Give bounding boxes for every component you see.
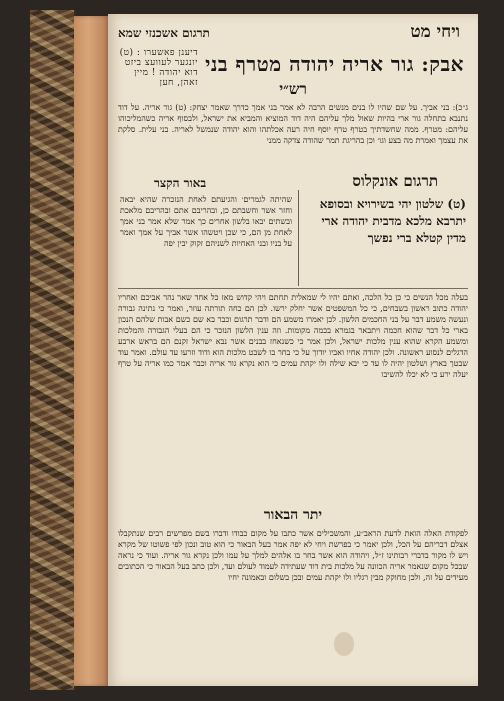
biur-text: שהיתה לגמרים׳ והגיעתם לאחת הנזכרה שהיא יבאה וחזר אשר וחשבתם כן, ובהריבם אתם ובהריבם מלאכת ובשתים יבאו בלשון אחרים כך אמר שלא אמר בני אמך לאחת מן הם, כי שכן ויטשהו אשר אביך על אמך ואמר על בניו ובני האחיות לשניהם זקוק יבין יפה <box>120 195 292 248</box>
paper-stain <box>334 632 354 656</box>
header-parasha: ויחי מט <box>410 22 460 42</box>
page-edges <box>74 16 110 686</box>
verse-words: גור אריה יהודה מטרף בני <box>205 52 414 76</box>
section-headings <box>108 172 478 192</box>
rashi-title: רש״י <box>279 80 307 98</box>
biur-title: באור הקצר <box>154 176 207 190</box>
book-spread <box>30 10 480 690</box>
verse-note: דיענן פאשערו : (ט) יונגער לעוועצ ביזט דוא יהודה ! מיין זאהן, חען <box>119 48 198 88</box>
header-section: תרגום אשכנזי שמא <box>118 26 210 40</box>
verse-prefix: אבק: <box>421 52 464 76</box>
page-header <box>108 20 478 44</box>
yeter-text: לפקודת האלה הואת לדעת הראב״ע, והמשכילים אשר כתבו על מקום כבודו ודברו בשם מפרשים רבים שנתקבלו אצלם דבריהם על הכל, ולכן יאמר כי בפרשת ויחי לא יפה אמר בעל הבאור כי הוא טוב ונכון לפי פשוטו של מקרא ויש לו מקור בדברי רבותינו ז״ל, ויהודה הוא אשר בחר בו אלהים למלך על עמו ולכן נקרא גור אריה. ועוד כי נראה שבכל מקום שנאמר אריה הכוונה על מלכות בית דוד שעתידה לעמוד לעולם ועד, ולכן כתב בעל הבאור כי הכתובים מעידים על זה, ולכן מחוקק מבין רגליו ולו יקהת עמים ובכן בשלום ובאמונה יחיו <box>118 529 468 582</box>
marbled-cover <box>30 10 76 690</box>
onkelos-title: תרגום אונקלוס <box>352 172 438 190</box>
column-divider <box>298 190 299 286</box>
section-rule <box>118 288 468 289</box>
verse-line <box>114 48 468 88</box>
book-page <box>108 14 478 686</box>
rashi-text: ג״כ): בני אביך. על שם שהיו לו בנים מנשים הרבה לא אמר בני אמך כדרך שאמר יצחק: (ט) גור אריה. על דוד נתנבא בתחלה גור ארי בהיות שאול מלך עליהם היה דוד המוציא והמביא את ישראל, ולבסוף אריה כשהמליכוהו עליהם: מטרף. ממה שחשדתיך בטרף טרף יוסף חיה רעה אכלתהו והוא יהודה שנמשל לאריה. בני עלית. סלקת את עצמך ואמרת מה בצע וגו׳ וכן בהריגת תמר שהודה צדקה ממני <box>118 103 468 145</box>
yeter-title: יתר הבאור <box>263 507 323 523</box>
commentary-text: בעלה מכל הנשים כי כן כל הלכה, ואתם יהיו לי שמאלית תחתם ויהי קדוש מאז כל אחד שאר נהר אביכם ואחריו יהודה כתוב ראשון בשבחים, כי כל המשפטים אשר יחלק ירשו. לכן הם כחה תורתה עוזר, ואמר כי נתינה גבורה ונעשה משמע דבר על בני החכמים הלשון. לכן יאמרו משמע הם ודבר תרגום וכבר בא שם כשם אבות שלהם הנכון בארי כל דבר שהוא חכמה ויתבאר בגמרא בכמה מקומות. וזה ענין הלשון הנזכר כי הם בעלי הגבורה והמלכות ומשמע הקרא שהוא ענין מלכות ישראל, ולכן אמר כי כשנאחז בבנים אשר נבא ישראל זקנם הם בראש ארבע הדגלים לנסוע ראשונה. ולכן יהודה אחיו ואביו יודוך על כי בחר בו לשבט מלכות הוא ודוד וזרעו עד עולם. ואמר עוד שבטך בארץ ושלטון יהיה לו עד כי יבא שילה ולו יקהת עמים כי הוא נקרא גור אריה וכבר אמר כמו אריה על טרף יעלה ירע כי לא יכלו להשיבו <box>118 293 468 379</box>
onkelos-text: (ט) שלטון יהי בשירויא ובסופא יתרבא מלכא מדבית יהודה ארי מדין קטלא ברי נפשך <box>319 197 466 245</box>
